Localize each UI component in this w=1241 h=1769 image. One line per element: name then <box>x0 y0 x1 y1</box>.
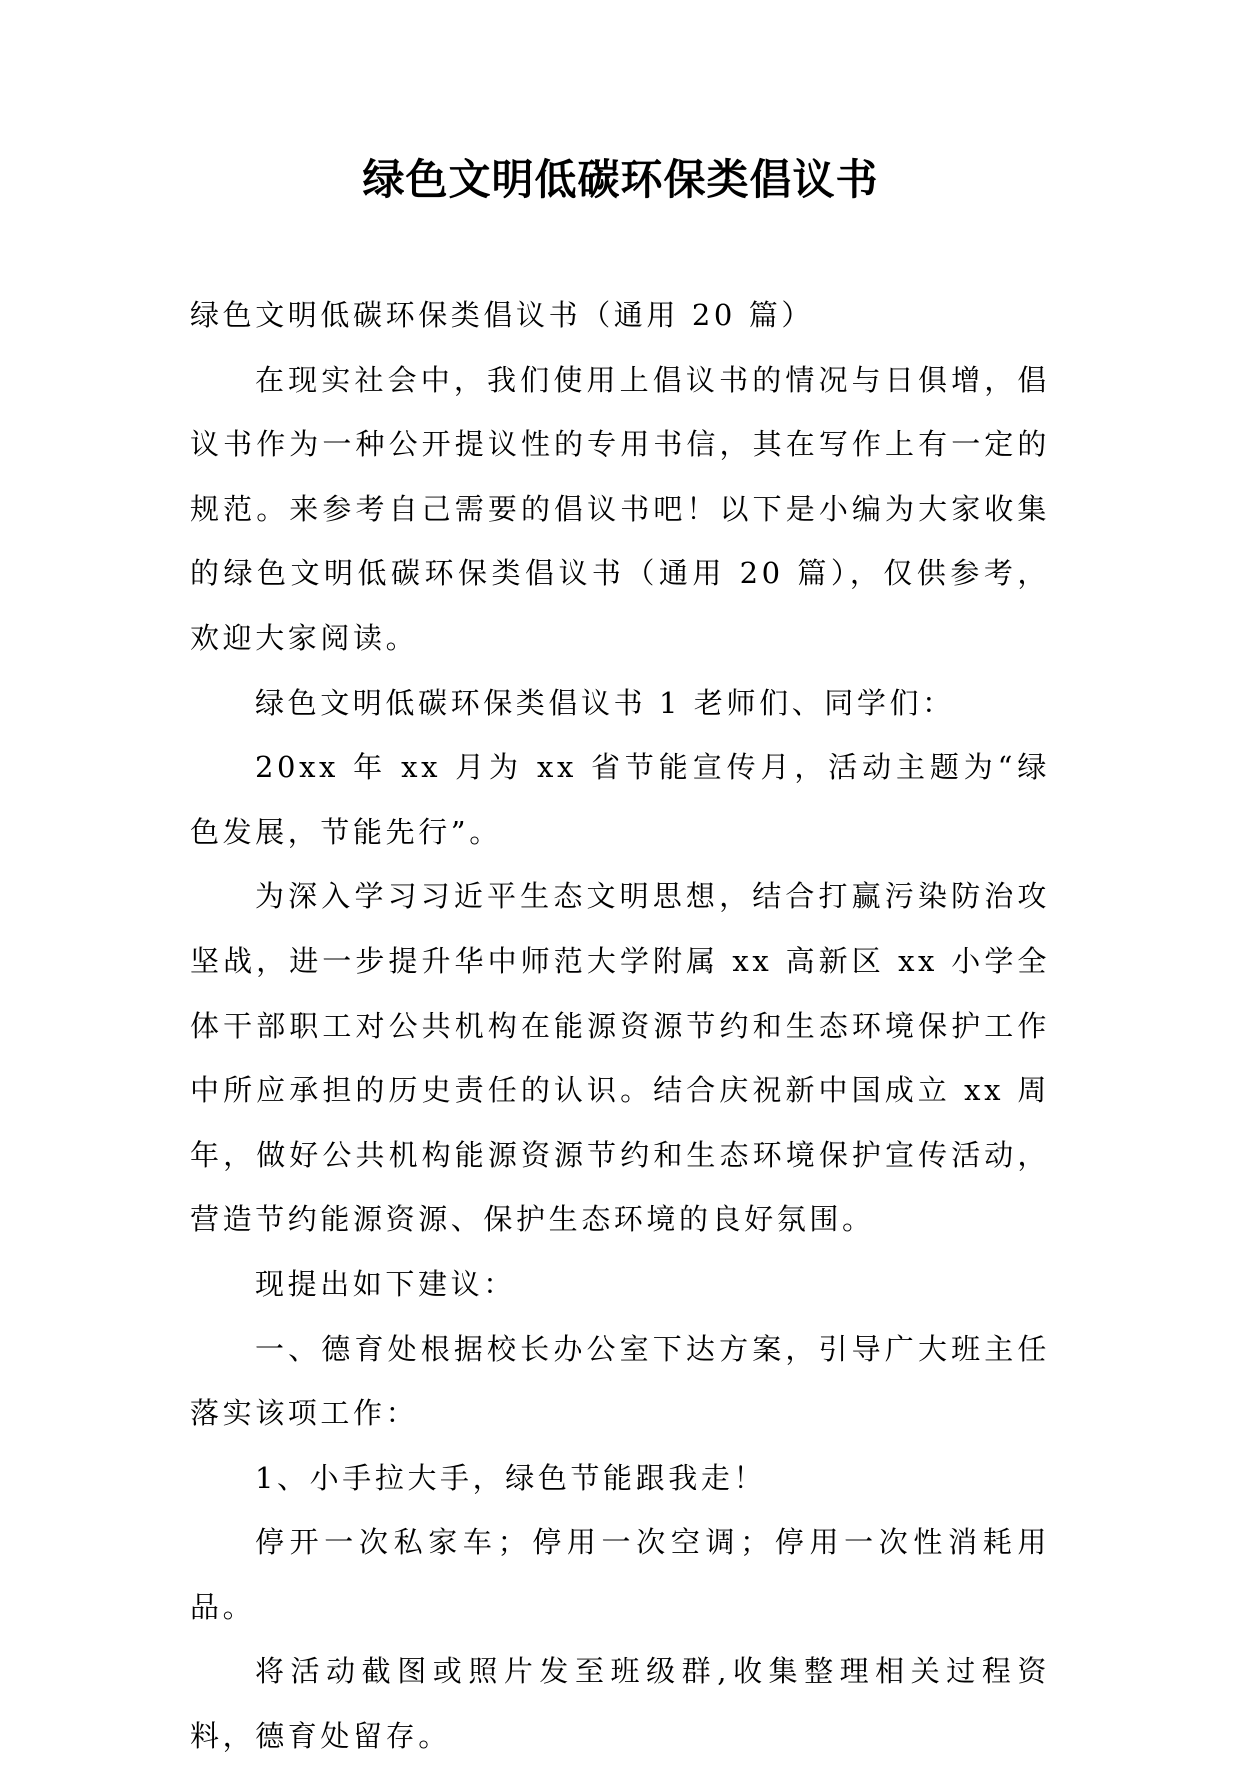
paragraph-intro: 在现实社会中，我们使用上倡议书的情况与日俱增，倡议书作为一种公开提议性的专用书信，其在写作上有一定的规范。来参考自己需要的倡议书吧！以下是小编为大家收集的绿色文明低碳环保类倡议书（通用 20 篇），仅供参考，欢迎大家阅读。 <box>190 362 1050 655</box>
paragraph-records: 将活动截图或照片发至班级群,收集整理相关过程资料，德育处留存。 <box>190 1654 1050 1754</box>
paragraph-purpose: 为深入学习习近平生态文明思想，结合打赢污染防治攻坚战，进一步提升华中师范大学附属 xx 高新区 xx 小学全体干部职工对公共机构在能源资源节约和生态环境保护工作中所应承担的历史责任的认识。结合庆祝新中国成立 xx 周年，做好公共机构能源资源节约和生态环境保护宣传活动，营造节约能源资源、保护生态环境的良好氛围。 <box>190 879 1050 1237</box>
document-body <box>190 283 1050 1769</box>
paragraph-salutation: 绿色文明低碳环保类倡议书 1 老师们、同学们： <box>255 685 955 720</box>
paragraph-actions: 停开一次私家车；停用一次空调；停用一次性消耗用品。 <box>190 1525 1050 1624</box>
paragraph-subitem-one: 1、小手拉大手，绿色节能跟我走！ <box>255 1460 767 1495</box>
document-title: 绿色文明低碳环保类倡议书 <box>362 155 879 204</box>
paragraph-theme: 20xx 年 xx 月为 xx 省节能宣传月，活动主题为“绿色发展，节能先行”。 <box>190 750 1050 849</box>
paragraph-proposal-lead: 现提出如下建议： <box>255 1266 516 1301</box>
paragraph-subtitle: 绿色文明低碳环保类倡议书（通用 20 篇） <box>190 298 814 332</box>
paragraph-item-one: 一、德育处根据校长办公室下达方案，引导广大班主任落实该项工作： <box>190 1331 1050 1431</box>
